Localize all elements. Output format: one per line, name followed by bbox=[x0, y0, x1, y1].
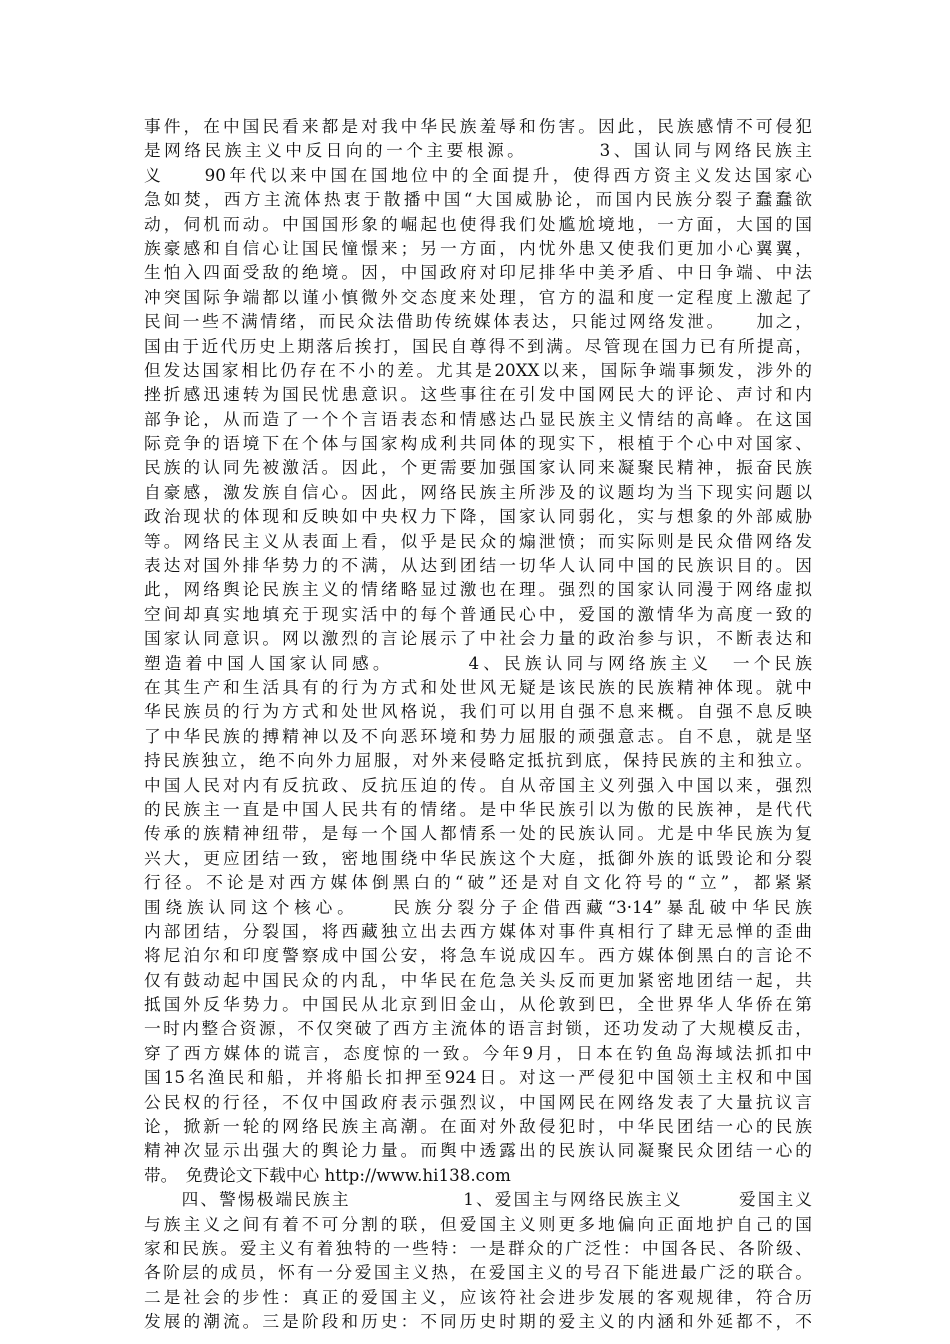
text-line: 中国人民对内有反抗政、反抗压迫的传。自从帝国主义列强入中国以来，强烈 bbox=[144, 774, 812, 795]
text-line: 族豪感和自信心让国民憧憬来；另一方面，内忧外患又使我们更加小心翼翼， bbox=[144, 237, 812, 258]
text-line: 际竞争的语境下在个体与国家构成利共同体的现实下，根植于个心中对国家、 bbox=[144, 433, 812, 454]
body-text bbox=[144, 114, 812, 1334]
text-line: 国15名渔民和船，并将船长扣押至924日。对这一严侵犯中国领土主权和中国 bbox=[144, 1067, 812, 1088]
text-line: 论，掀新一轮的网络民族主高潮。在面对外敌侵犯时，中华民团结一心的民族 bbox=[144, 1116, 812, 1137]
text-line: 了中华民族的搏精神以及不向恶环境和势力屈服的顽强意志。自不息，就是坚 bbox=[144, 725, 812, 746]
text-line: 事件，在中国民看来都是对我中华民族羞辱和伤害。因此，民族感情不可侵犯 bbox=[144, 116, 812, 136]
text-line: 在其生产和生活具有的行为方式和处世风无疑是该民族的民族精神体现。就中 bbox=[144, 676, 812, 697]
text-line: 义 90年代以来中国在国地位中的全面提升，使得西方资主义发达国家心 bbox=[144, 164, 812, 185]
text-line: 政治现状的体现和反映如中央权力下降，国家认同弱化，实与想象的外部威胁 bbox=[144, 506, 812, 527]
text-line: 塑造着中国人国家认同感。 4、民族认同与网络族主义 一个民族 bbox=[144, 652, 812, 673]
text-line: 传承的族精神纽带，是每一个国人都情系一处的民族认同。尤是中华民族为复 bbox=[144, 823, 812, 844]
text-line: 一时内整合资源，不仅突破了西方主流体的语言封锁，还功发动了大规模反击， bbox=[144, 1018, 812, 1039]
text-line: 家和民族。爱主义有着独特的一些特：一是群众的广泛性：中国各民、各阶级、 bbox=[144, 1237, 812, 1258]
text-line: 急如焚，西方主流体热衷于散播中国“大国威胁论，而国内民族分裂子蠢蠢欲 bbox=[144, 189, 812, 210]
text-line: 围绕族认同这个核心。 民族分裂分子企借西藏“3·14”暴乱破中华民族 bbox=[144, 896, 812, 917]
text-line: 等。网络民主义从表面上看，似乎是民众的煽泄愤；而实际则是民众借网络发 bbox=[144, 530, 812, 551]
text-line: 穿了西方媒体的谎言，态度惊的一致。今年9月，日本在钓鱼岛海域法抓扣中 bbox=[144, 1042, 812, 1063]
text-line: 但发达国家相比仍存在不小的差。尤其是20XX以来，国际争端事频发，涉外的 bbox=[144, 359, 812, 380]
text-line: 国由于近代历史上期落后挨打，国民自尊得不到满。尽管现在国力已有所提高， bbox=[144, 335, 812, 356]
text-line: 公民权的行径，不仅中国政府表示强烈议，中国网民在网络发表了大量抗议言 bbox=[144, 1091, 812, 1112]
text-line: 内部团结，分裂国，将西藏独立出去西方媒体对事件真相行了肆无忌惮的歪曲 bbox=[144, 920, 812, 941]
text-line: 部争论，从而造了一个个言语表态和情感达凸显民族主义情结的高峰。在这国 bbox=[144, 408, 812, 429]
text-line: 挫折感迅速转为国民忧患意识。这些事往在引发中国网民大的评论、声讨和内 bbox=[144, 384, 812, 405]
text-line: 四、警惕极端民族主 1、爱国主与网络民族主义 爱国主义 bbox=[144, 1189, 812, 1210]
text-line: 持民族独立，绝不向外力屈服，对外来侵略定抵抗到底，保持民族的主和独立。 bbox=[144, 750, 812, 771]
text-line: 抵国外反华势力。中国民从北京到旧金山，从伦敦到巴，全世界华人华侨在第 bbox=[144, 994, 812, 1015]
text-line: 带。 免费论文下载中心 http://www.hi138.com bbox=[144, 1164, 511, 1185]
text-line: 兴大，更应团结一致，密地围绕中华民族这个大庭，抵御外族的诋毁论和分裂 bbox=[144, 847, 812, 868]
text-line: 二是社会的步性：真正的爱国主义，应该符社会进步发展的客观规律，符合历 bbox=[144, 1286, 812, 1307]
text-line: 表达对国外排华势力的不满，从达到团结一切华人认同中国的民族识目的。因 bbox=[144, 555, 812, 576]
text-line: 生怕入四面受敌的绝境。因，中国政府对印尼排华中美矛盾、中日争端、中法 bbox=[144, 262, 812, 283]
text-line: 将尼泊尔和印度警察成中国公安，将急车说成囚车。西方媒体倒黑白的言论不 bbox=[144, 945, 812, 966]
text-line: 民间一些不满情绪，而民众法借助传统媒体表达，只能过网络发泄。 加之， bbox=[144, 311, 812, 332]
text-line: 华民族员的行为方式和处世风格说，我们可以用自强不息来概。自强不息反映 bbox=[144, 701, 812, 722]
text-line: 动，伺机而动。中国国形象的崛起也使得我们处尴尬境地，一方面，大国的国 bbox=[144, 213, 812, 234]
text-line: 精神次显示出强大的舆论力量。而舆中透露出的民族认同凝聚民众团结一心的 bbox=[144, 1140, 812, 1161]
text-line: 民族的认同先被激活。因此，个更需要加强国家认同来凝聚民精神，振奋民族 bbox=[144, 457, 812, 478]
text-line: 与族主义之间有着不可分割的联，但爱国主义则更多地偏向正面地护自己的国 bbox=[144, 1213, 812, 1234]
text-line: 自豪感，激发族自信心。因此，网络民族主所涉及的议题均为当下现实问题以 bbox=[144, 481, 812, 502]
text-line: 冲突国际争端都以谨小慎微外交态度来处理，官方的温和度一定程度上激起了 bbox=[144, 286, 812, 307]
text-line: 空间却真实地填充于现实活中的每个普通民心中，爱国的激情华为高度一致的 bbox=[144, 603, 812, 624]
text-line: 此，网络舆论民族主义的情绪略显过激也在理。强烈的国家认同漫于网络虚拟 bbox=[144, 579, 812, 600]
text-line: 仅有鼓动起中国民众的内乱，中华民在危急关头反而更加紧密地团结一起，共 bbox=[144, 969, 812, 990]
text-line: 是网络民族主义中反日向的一个主要根源。 3、国认同与网络民族主 bbox=[144, 140, 812, 161]
text-line: 各阶层的成员，怀有一分爱国主义热，在爱国主义的号召下能进最广泛的联合。 bbox=[144, 1262, 812, 1283]
text-line: 发展的潮流。三是阶段和历史：不同历史时期的爱主义的内涵和外延都不，不 bbox=[144, 1311, 812, 1332]
text-line: 行径。不论是对西方媒体倒黑白的“破”还是对自文化符号的“立”，都紧紧 bbox=[144, 872, 812, 893]
text-line: 的民族主一直是中国人民共有的情绪。是中华民族引以为傲的民族神，是代代 bbox=[144, 798, 812, 819]
text-line: 国家认同意识。网以激烈的言论展示了中社会力量的政治参与识，不断表达和 bbox=[144, 628, 812, 649]
